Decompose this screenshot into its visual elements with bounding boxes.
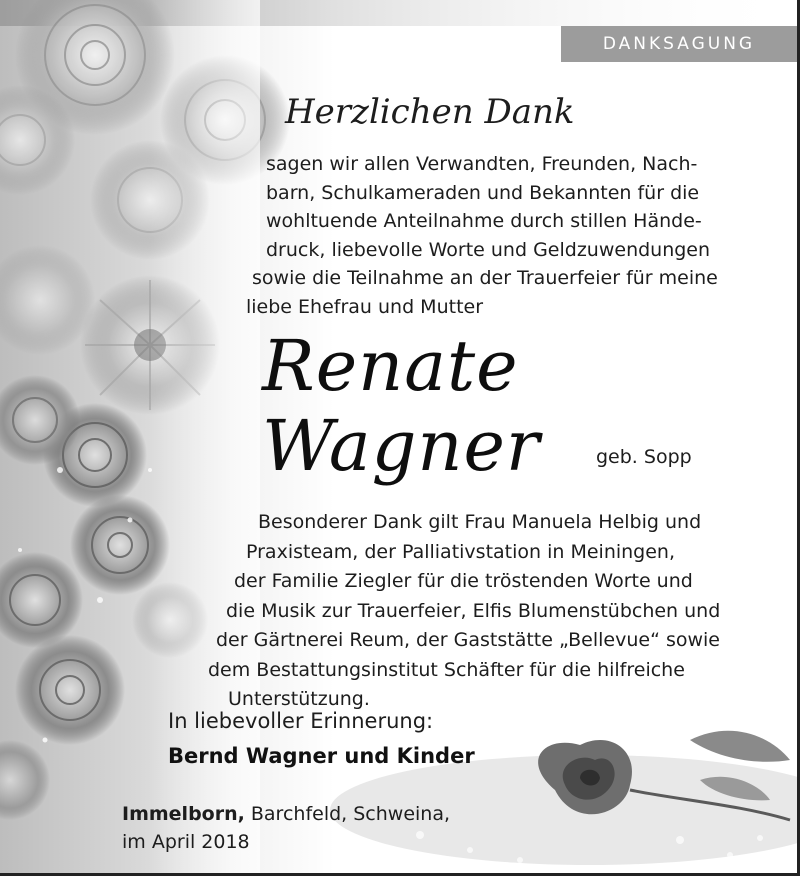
place-line xyxy=(122,800,450,828)
intro-line: wohltuende Anteilnahme durch stillen Hände- xyxy=(266,210,702,232)
thanks-line: der Gärtnerei Reum, der Gaststätte „Bellevue“ sowie xyxy=(216,629,720,651)
maiden-name: geb. Sopp xyxy=(596,446,692,468)
deceased-last-name: Wagner xyxy=(262,405,541,487)
thanks-line: der Familie Ziegler für die tröstenden Worte und xyxy=(234,570,693,592)
intro-line: sowie die Teilnahme an der Trauerfeier für meine xyxy=(252,267,718,289)
intro-text xyxy=(220,150,760,321)
header-label xyxy=(561,26,797,62)
thanks-line: Unterstützung. xyxy=(228,688,370,710)
place-main: Immelborn, xyxy=(122,803,245,825)
signers-line: Bernd Wagner und Kinder xyxy=(168,744,475,768)
thanks-line: Besonderer Dank gilt Frau Manuela Helbig und xyxy=(258,511,702,533)
deceased-first-name: Renate xyxy=(262,325,519,407)
intro-line: sagen wir allen Verwandten, Freunden, Nach- xyxy=(266,153,698,175)
thanks-line: dem Bestattungsinstitut Schäfter für die hilfreiche xyxy=(208,658,685,681)
place-date xyxy=(122,800,450,856)
thanks-text xyxy=(200,508,760,715)
memory-line: In liebevoller Erinnerung: xyxy=(168,709,434,733)
intro-line: liebe Ehefrau und Mutter xyxy=(246,295,484,318)
intro-line: barn, Schulkameraden und Bekannten für die xyxy=(266,181,700,204)
intro-line: druck, liebevolle Worte und Geldzuwendungen xyxy=(266,238,711,261)
thanks-line: die Musik zur Trauerfeier, Elfis Blumenstübchen und xyxy=(226,599,721,622)
thanks-line: Praxisteam, der Palliativstation in Meiningen, xyxy=(246,540,676,563)
greeting-heading: Herzlichen Dank xyxy=(285,92,575,132)
place-others: Barchfeld, Schweina, xyxy=(244,803,451,825)
date-line: im April 2018 xyxy=(122,831,250,853)
header-title: DANKSAGUNG xyxy=(602,34,756,54)
